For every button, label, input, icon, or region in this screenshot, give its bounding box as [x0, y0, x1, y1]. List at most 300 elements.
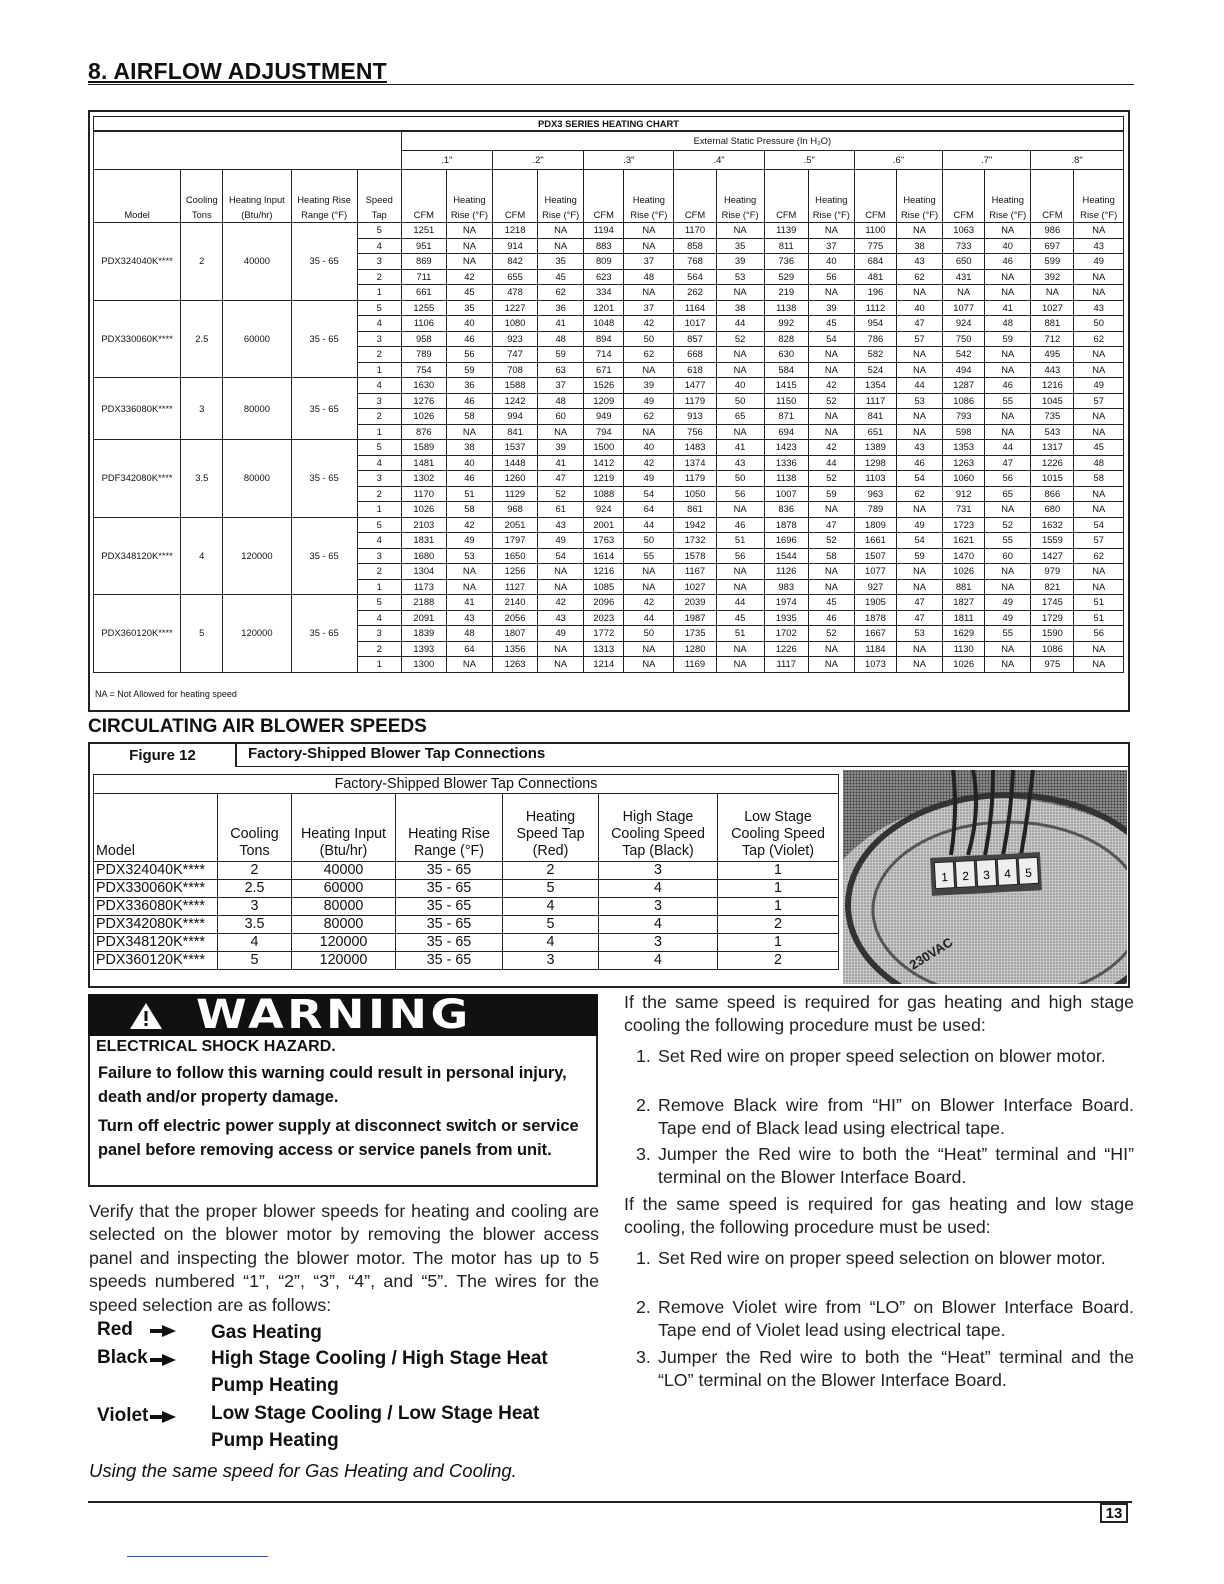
value-cell: 51: [716, 626, 764, 642]
value-cell: 39: [538, 440, 584, 456]
header-cell: [897, 170, 943, 223]
value-cell: 43: [897, 440, 943, 456]
value-cell: 3: [599, 898, 718, 916]
value-cell: 1: [718, 898, 839, 916]
value-cell: 584: [764, 362, 808, 378]
input-cell: 120000: [223, 595, 291, 673]
value-cell: 3: [503, 952, 599, 970]
wire-color: Black: [97, 1347, 148, 1368]
value-cell: 47: [897, 595, 943, 611]
value-cell: 1214: [584, 657, 624, 673]
value-cell: 4: [218, 934, 292, 952]
tap-label-2: 2: [961, 868, 970, 884]
value-cell: NA: [808, 285, 854, 301]
value-cell: 1807: [493, 626, 538, 642]
value-cell: 57: [897, 331, 943, 347]
step-text: Jumper the Red wire to both the “Heat” terminal and “HI” terminal on the Blower Interface Board.: [658, 1144, 1134, 1188]
value-cell: 923: [493, 331, 538, 347]
value-cell: 1763: [584, 533, 624, 549]
speed-tap-cell: 4: [357, 455, 401, 471]
header-cell: [181, 170, 223, 223]
value-cell: 44: [716, 316, 764, 332]
speed-tap-cell: 5: [357, 595, 401, 611]
header-line: Tons: [239, 843, 270, 859]
value-cell: 58: [1074, 471, 1124, 487]
value-cell: 1629: [943, 626, 985, 642]
value-cell: 731: [943, 502, 985, 518]
value-cell: 1298: [854, 455, 896, 471]
value-cell: NA: [538, 579, 584, 595]
value-cell: 1878: [764, 517, 808, 533]
header-line: Heating: [991, 194, 1024, 205]
value-cell: NA: [716, 285, 764, 301]
blower-title-row: [94, 775, 839, 794]
tons-cell: 3.5: [181, 440, 223, 518]
value-cell: 1: [718, 880, 839, 898]
value-cell: 668: [674, 347, 716, 363]
value-cell: 1507: [854, 548, 896, 564]
value-cell: NA: [624, 424, 674, 440]
value-cell: 36: [446, 378, 492, 394]
header-cell: [401, 170, 446, 223]
value-cell: 671: [584, 362, 624, 378]
value-cell: 1007: [764, 486, 808, 502]
value-cell: 1169: [674, 657, 716, 673]
value-cell: 35: [446, 300, 492, 316]
value-cell: NA: [985, 564, 1031, 580]
blower-table-title: Factory-Shipped Blower Tap Connections: [94, 775, 839, 794]
value-cell: NA: [897, 223, 943, 239]
value-cell: 49: [624, 393, 674, 409]
value-cell: 52: [538, 486, 584, 502]
value-cell: 1302: [401, 471, 446, 487]
value-cell: 1987: [674, 610, 716, 626]
value-cell: NA: [808, 347, 854, 363]
value-cell: 618: [674, 362, 716, 378]
value-cell: 655: [493, 269, 538, 285]
value-cell: 1696: [764, 533, 808, 549]
value-cell: 60: [538, 409, 584, 425]
value-cell: 45: [716, 610, 764, 626]
value-cell: 39: [624, 378, 674, 394]
esp-value: .5": [764, 151, 854, 170]
value-cell: 56: [985, 471, 1031, 487]
value-cell: 80000: [292, 916, 396, 934]
header-cell: [292, 794, 396, 862]
value-cell: 1027: [1031, 300, 1074, 316]
value-cell: 57: [1074, 533, 1124, 549]
value-cell: 42: [808, 440, 854, 456]
value-cell: 47: [897, 610, 943, 626]
header-line: Speed: [365, 194, 393, 205]
value-cell: 1621: [943, 533, 985, 549]
value-cell: 60: [985, 548, 1031, 564]
value-cell: NA: [897, 641, 943, 657]
value-cell: 4: [599, 952, 718, 970]
speed-tap-cell: 4: [357, 533, 401, 549]
range-cell: 35 - 65: [291, 378, 357, 440]
low-stage-intro: If the same speed is required for gas heating and low stage cooling, the following procedure must be used:: [624, 1194, 1134, 1238]
header-line: Model: [96, 843, 135, 859]
value-cell: NA: [897, 285, 943, 301]
warning-word: WARNING: [196, 992, 472, 1038]
value-cell: 61: [538, 502, 584, 518]
header-cell: [599, 794, 718, 862]
value-cell: 44: [624, 517, 674, 533]
value-cell: 1027: [674, 579, 716, 595]
table-row: [94, 517, 1124, 533]
value-cell: 651: [854, 424, 896, 440]
value-cell: 38: [716, 300, 764, 316]
value-cell: 1184: [854, 641, 896, 657]
value-cell: 41: [538, 455, 584, 471]
value-cell: NA: [985, 269, 1031, 285]
value-cell: 881: [943, 579, 985, 595]
table-row: [94, 934, 839, 952]
value-cell: NA: [808, 362, 854, 378]
speed-tap-cell: 5: [357, 517, 401, 533]
value-cell: 49: [1074, 254, 1124, 270]
value-cell: 1448: [493, 455, 538, 471]
value-cell: 793: [943, 409, 985, 425]
table-row: [94, 880, 839, 898]
value-cell: 543: [1031, 424, 1074, 440]
value-cell: 41: [716, 440, 764, 456]
step-number: 1.: [636, 1248, 651, 1268]
value-cell: 697: [1031, 238, 1074, 254]
value-cell: 1086: [943, 393, 985, 409]
speed-tap-cell: 2: [357, 486, 401, 502]
value-cell: NA: [985, 362, 1031, 378]
footer-link-line: [127, 1556, 268, 1557]
value-cell: 1481: [401, 455, 446, 471]
value-cell: NA: [985, 409, 1031, 425]
value-cell: 1260: [493, 471, 538, 487]
table-row: [94, 595, 1124, 611]
input-cell: 40000: [223, 223, 291, 301]
value-cell: 1735: [674, 626, 716, 642]
value-cell: NA: [897, 347, 943, 363]
wire-color: Red: [97, 1319, 133, 1340]
value-cell: 42: [808, 378, 854, 394]
value-cell: 46: [808, 610, 854, 626]
value-cell: NA: [538, 657, 584, 673]
speed-tap-cell: 5: [357, 223, 401, 239]
value-cell: 4: [503, 898, 599, 916]
value-cell: 120000: [292, 934, 396, 952]
value-cell: 49: [624, 471, 674, 487]
value-cell: 37: [624, 254, 674, 270]
value-cell: 1255: [401, 300, 446, 316]
value-cell: 56: [808, 269, 854, 285]
value-cell: 968: [493, 502, 538, 518]
value-cell: 1050: [674, 486, 716, 502]
value-cell: 1905: [854, 595, 896, 611]
value-cell: 1226: [764, 641, 808, 657]
value-cell: 40: [624, 440, 674, 456]
value-cell: 789: [401, 347, 446, 363]
step-number: 3.: [636, 1144, 651, 1164]
value-cell: NA: [446, 424, 492, 440]
value-cell: 735: [1031, 409, 1074, 425]
value-cell: NA: [446, 564, 492, 580]
value-cell: NA: [716, 347, 764, 363]
value-cell: 828: [764, 331, 808, 347]
value-cell: 43: [897, 254, 943, 270]
value-cell: 1544: [764, 548, 808, 564]
value-cell: 1216: [1031, 378, 1074, 394]
value-cell: 1772: [584, 626, 624, 642]
esp-value: .6": [854, 151, 942, 170]
value-cell: 40: [716, 378, 764, 394]
header-line: Rise (°F): [812, 209, 850, 220]
table-row: [94, 440, 1124, 456]
value-cell: 1112: [854, 300, 896, 316]
header-line: Rise (°F): [721, 209, 759, 220]
value-cell: NA: [716, 424, 764, 440]
model-cell: PDX360120K****: [94, 952, 218, 970]
header-cell: [1031, 170, 1074, 223]
value-cell: 44: [624, 610, 674, 626]
value-cell: 35 - 65: [396, 880, 503, 898]
header-cell: [674, 170, 716, 223]
value-cell: NA: [624, 362, 674, 378]
value-cell: 1313: [584, 641, 624, 657]
model-cell: PDX324040K****: [94, 862, 218, 880]
tap-label-4: 4: [1003, 866, 1012, 882]
value-cell: 43: [538, 517, 584, 533]
tap-label-3: 3: [982, 867, 991, 883]
value-cell: 1809: [854, 517, 896, 533]
header-cell: [943, 170, 985, 223]
value-cell: 43: [1074, 238, 1124, 254]
value-cell: 524: [854, 362, 896, 378]
value-cell: 55: [985, 626, 1031, 642]
value-cell: NA: [1074, 657, 1124, 673]
value-cell: 986: [1031, 223, 1074, 239]
value-cell: 1085: [584, 579, 624, 595]
model-cell: PDX330060K****: [94, 880, 218, 898]
input-cell: 120000: [223, 517, 291, 595]
range-cell: 35 - 65: [291, 595, 357, 673]
value-cell: 2023: [584, 610, 624, 626]
value-cell: NA: [624, 564, 674, 580]
value-cell: 871: [764, 409, 808, 425]
header-line: CFM: [1042, 209, 1063, 220]
speed-tap-cell: 1: [357, 285, 401, 301]
speed-tap-cell: 3: [357, 393, 401, 409]
value-cell: NA: [808, 502, 854, 518]
value-cell: 1088: [584, 486, 624, 502]
value-cell: 53: [897, 626, 943, 642]
value-cell: NA: [985, 641, 1031, 657]
value-cell: NA: [624, 641, 674, 657]
value-cell: 3: [599, 934, 718, 952]
step-text: Set Red wire on proper speed selection on blower motor.: [658, 1046, 1106, 1066]
motor-voltage-label: 230VAC: [906, 934, 956, 973]
value-cell: 1500: [584, 440, 624, 456]
value-cell: 43: [538, 610, 584, 626]
value-cell: 1661: [854, 533, 896, 549]
header-line: Rise (°F): [1080, 209, 1118, 220]
value-cell: 40: [808, 254, 854, 270]
value-cell: NA: [538, 641, 584, 657]
value-cell: 841: [493, 424, 538, 440]
arrow-icon: [150, 1324, 176, 1338]
value-cell: 1614: [584, 548, 624, 564]
value-cell: 59: [446, 362, 492, 378]
value-cell: NA: [624, 223, 674, 239]
value-cell: NA: [538, 223, 584, 239]
header-cell: [503, 794, 599, 862]
header-line: Cooling Speed: [611, 826, 705, 842]
step-number: 3.: [636, 1347, 651, 1367]
value-cell: 756: [674, 424, 716, 440]
value-cell: 733: [943, 238, 985, 254]
value-cell: NA: [624, 285, 674, 301]
value-cell: 1194: [584, 223, 624, 239]
value-cell: NA: [1074, 564, 1124, 580]
value-cell: 196: [854, 285, 896, 301]
value-cell: NA: [808, 657, 854, 673]
speed-tap-cell: 1: [357, 502, 401, 518]
value-cell: 2: [718, 952, 839, 970]
value-cell: 44: [808, 455, 854, 471]
value-cell: 1942: [674, 517, 716, 533]
value-cell: 48: [446, 626, 492, 642]
value-cell: 836: [764, 502, 808, 518]
value-cell: 1170: [401, 486, 446, 502]
value-cell: 754: [401, 362, 446, 378]
value-cell: NA: [808, 641, 854, 657]
value-cell: 46: [446, 331, 492, 347]
warning-paragraph-1: Failure to follow this warning could result in personal injury, death and/or property damage.: [98, 1064, 567, 1106]
header-line: Rise (°F): [542, 209, 580, 220]
value-cell: 1106: [401, 316, 446, 332]
speed-tap-cell: 1: [357, 424, 401, 440]
value-cell: 41: [985, 300, 1031, 316]
esp-value: .7": [943, 151, 1031, 170]
value-cell: 1227: [493, 300, 538, 316]
speed-tap-cell: 2: [357, 564, 401, 580]
header-line: CFM: [776, 209, 797, 220]
value-cell: 52: [808, 471, 854, 487]
value-cell: 1103: [854, 471, 896, 487]
value-cell: 42: [624, 316, 674, 332]
value-cell: 564: [674, 269, 716, 285]
value-cell: 1077: [943, 300, 985, 316]
figure12-heading: Factory-Shipped Blower Tap Connections: [248, 745, 546, 762]
value-cell: 1263: [943, 455, 985, 471]
wire-description: Low Stage Cooling / Low Stage Heat Pump Heating: [211, 1403, 540, 1451]
input-cell: 80000: [223, 378, 291, 440]
header-line: CFM: [865, 209, 886, 220]
value-cell: NA: [1074, 269, 1124, 285]
value-cell: 542: [943, 347, 985, 363]
value-cell: NA: [446, 254, 492, 270]
value-cell: 65: [716, 409, 764, 425]
value-cell: 35 - 65: [396, 916, 503, 934]
esp-value: .4": [674, 151, 764, 170]
value-cell: 1179: [674, 471, 716, 487]
value-cell: 62: [897, 269, 943, 285]
value-cell: 913: [674, 409, 716, 425]
value-cell: 1026: [943, 657, 985, 673]
value-cell: 45: [446, 285, 492, 301]
value-cell: 49: [446, 533, 492, 549]
value-cell: 912: [943, 486, 985, 502]
header-line: (Btu/hr): [319, 843, 368, 859]
tap-label-5: 5: [1024, 865, 1033, 880]
value-cell: 1470: [943, 548, 985, 564]
title-rule: [88, 84, 1134, 85]
value-cell: NA: [446, 579, 492, 595]
value-cell: 3: [218, 898, 292, 916]
value-cell: 36: [538, 300, 584, 316]
value-cell: 2091: [401, 610, 446, 626]
value-cell: 857: [674, 331, 716, 347]
value-cell: NA: [716, 564, 764, 580]
header-line: Low Stage: [744, 809, 812, 825]
value-cell: 1063: [943, 223, 985, 239]
value-cell: 983: [764, 579, 808, 595]
value-cell: 2: [718, 916, 839, 934]
value-cell: 52: [808, 533, 854, 549]
step-text: Set Red wire on proper speed selection on blower motor.: [658, 1248, 1106, 1268]
value-cell: NA: [897, 424, 943, 440]
step-text: Remove Violet wire from “LO” on Blower Interface Board. Tape end of Violet lead using electrical tape.: [658, 1297, 1134, 1341]
value-cell: 478: [493, 285, 538, 301]
value-cell: 775: [854, 238, 896, 254]
warning-triangle-icon: [128, 1001, 164, 1031]
header-cell: [1074, 170, 1124, 223]
value-cell: 2056: [493, 610, 538, 626]
speed-tap-cell: 3: [357, 548, 401, 564]
value-cell: 48: [985, 316, 1031, 332]
value-cell: 1026: [401, 409, 446, 425]
value-cell: 1263: [493, 657, 538, 673]
value-cell: 582: [854, 347, 896, 363]
value-cell: 708: [493, 362, 538, 378]
value-cell: 59: [897, 548, 943, 564]
step-number: 2.: [636, 1297, 651, 1317]
value-cell: 1393: [401, 641, 446, 657]
value-cell: 40: [446, 455, 492, 471]
value-cell: 37: [808, 238, 854, 254]
header-line: Model: [124, 209, 150, 220]
header-line: Heating Input: [300, 826, 387, 842]
value-cell: 43: [716, 455, 764, 471]
value-cell: 1226: [1031, 455, 1074, 471]
header-line: CFM: [504, 209, 526, 220]
header-line: Heating: [1082, 194, 1115, 205]
value-cell: 2: [218, 862, 292, 880]
value-cell: 1086: [1031, 641, 1074, 657]
value-cell: 334: [584, 285, 624, 301]
value-cell: 1126: [764, 564, 808, 580]
speed-tap-cell: 3: [357, 331, 401, 347]
value-cell: 1723: [943, 517, 985, 533]
value-cell: 1218: [493, 223, 538, 239]
value-cell: 54: [1074, 517, 1124, 533]
value-cell: 1117: [764, 657, 808, 673]
value-cell: 789: [854, 502, 896, 518]
header-line: Heating Input: [229, 194, 285, 205]
header-cell: [291, 170, 357, 223]
header-line: Range (°F): [301, 209, 348, 220]
value-cell: 1164: [674, 300, 716, 316]
value-cell: 62: [624, 347, 674, 363]
